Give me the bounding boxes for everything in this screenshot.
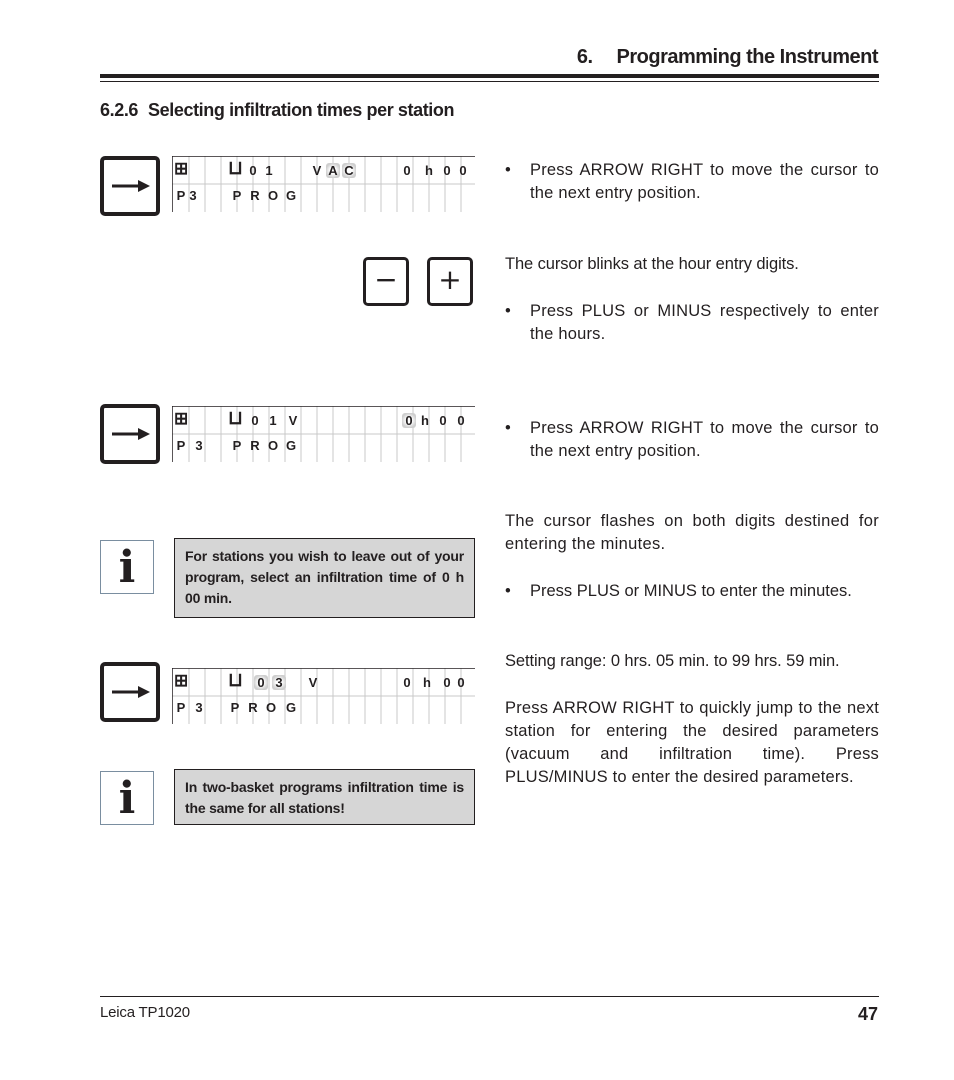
- lcd-display-2: [172, 406, 475, 462]
- bullet-text: Press ARROW RIGHT to move the cursor to the next entry position.: [530, 161, 879, 202]
- lcd-char: O: [267, 188, 279, 203]
- lcd-char: V: [308, 675, 318, 690]
- bullet-3: [505, 417, 879, 463]
- bullet-symbol: •: [505, 582, 511, 600]
- bullet-symbol: •: [505, 419, 511, 437]
- lcd-char: 0: [443, 163, 451, 178]
- lcd-char: 0: [249, 163, 257, 178]
- lcd-char: 0: [439, 413, 447, 428]
- lcd-char: 1: [265, 163, 273, 178]
- chapter-heading: [577, 46, 878, 69]
- lcd-char: 0: [403, 163, 411, 178]
- note-box: For stations you wish to leave out of your program, select an infiltration time of 0 h 00 min.: [174, 538, 475, 618]
- lcd-char: O: [267, 438, 279, 453]
- footer-rule: [100, 996, 879, 997]
- lcd-char: V: [288, 413, 298, 428]
- section-title: Selecting infiltration times per station: [148, 100, 455, 120]
- header-rule-thin: [100, 81, 879, 82]
- lcd-char: 0: [457, 413, 465, 428]
- lcd-char-blinking: C: [342, 163, 356, 178]
- lcd-char: O: [265, 700, 277, 715]
- arrow-right-key-icon: [100, 662, 160, 722]
- station-symbol: ⊔: [228, 670, 243, 691]
- arrow-right-key-icon: [100, 404, 160, 464]
- lcd-char: 0: [459, 163, 467, 178]
- minus-key-icon: −: [363, 257, 409, 306]
- info-glyph: i: [118, 542, 136, 593]
- lcd-char: V: [312, 163, 322, 178]
- lcd-char: 0: [403, 675, 411, 690]
- info-icon: [100, 771, 154, 825]
- lcd-char: 3: [189, 188, 197, 203]
- lcd-char: R: [250, 188, 260, 203]
- basket-symbol: ⊞: [174, 159, 189, 178]
- lcd-char: 1: [269, 413, 277, 428]
- lcd-char-blinking: 3: [272, 675, 286, 690]
- lcd-char-blinking: 0: [254, 675, 268, 690]
- arrow-right-key-icon: [100, 156, 160, 216]
- bullet-symbol: •: [505, 302, 511, 320]
- lcd-char: P: [176, 438, 186, 453]
- lcd-char: R: [250, 438, 260, 453]
- info-icon: [100, 540, 154, 594]
- lcd-char: 3: [195, 438, 203, 453]
- chapter-title: Programming the Instrument: [616, 46, 878, 68]
- lcd-char-blinking: A: [326, 163, 340, 178]
- lcd-char: h: [423, 675, 431, 690]
- bullet-4: [505, 580, 879, 603]
- section-number: 6.2.6: [100, 100, 139, 120]
- note-box: In two-basket programs infiltration time is the same for all stations!: [174, 769, 475, 825]
- footer-product: Leica TP1020: [100, 1004, 190, 1021]
- page-number: 47: [857, 1004, 878, 1024]
- header-rule: [100, 74, 879, 78]
- basket-symbol: ⊞: [174, 671, 189, 690]
- lcd-char: R: [248, 700, 258, 715]
- bullet-text: Press PLUS or MINUS respectively to enter the hours.: [530, 302, 879, 343]
- lcd-char: 0: [251, 413, 259, 428]
- bullet-text: Press PLUS or MINUS to enter the minutes.: [530, 582, 852, 600]
- lcd-char: G: [285, 438, 297, 453]
- bullet-symbol: •: [505, 161, 511, 179]
- lcd-char: P: [232, 188, 242, 203]
- info-glyph: i: [118, 773, 136, 824]
- section-heading: [100, 100, 454, 121]
- lcd-display-1: [172, 156, 475, 212]
- lcd-char: P: [176, 188, 186, 203]
- lcd-char: P: [232, 438, 242, 453]
- lcd-char: G: [285, 700, 297, 715]
- bullet-2: [505, 300, 879, 346]
- lcd-char: G: [285, 188, 297, 203]
- paragraph: Press ARROW RIGHT to quickly jump to the next station for entering the desired parameters (vacuum and infiltration time). Press PLUS/MINUS to enter the desired parameters.: [505, 699, 879, 786]
- lcd-char: P: [230, 700, 240, 715]
- bullet-text: Press ARROW RIGHT to move the cursor to the next entry position.: [530, 419, 879, 460]
- station-symbol: ⊔: [228, 408, 243, 429]
- lcd-display-3: [172, 668, 475, 724]
- lcd-char: P: [176, 700, 186, 715]
- paragraph: The cursor blinks at the hour entry digits.: [505, 255, 799, 273]
- paragraph: Setting range: 0 hrs. 05 min. to 99 hrs. 59 min.: [505, 652, 840, 670]
- basket-symbol: ⊞: [174, 409, 189, 428]
- plus-key-icon: +: [427, 257, 473, 306]
- lcd-char: h: [421, 413, 429, 428]
- chapter-number: 6.: [576, 46, 593, 68]
- paragraph: The cursor flashes on both digits destined for entering the minutes.: [505, 512, 879, 553]
- bullet-1: [505, 159, 879, 205]
- lcd-char-blinking: 0: [402, 413, 416, 428]
- lcd-char: 3: [195, 700, 203, 715]
- lcd-char: 0: [443, 675, 451, 690]
- station-symbol: ⊔: [228, 158, 243, 179]
- lcd-char: h: [425, 163, 433, 178]
- lcd-char: 0: [457, 675, 465, 690]
